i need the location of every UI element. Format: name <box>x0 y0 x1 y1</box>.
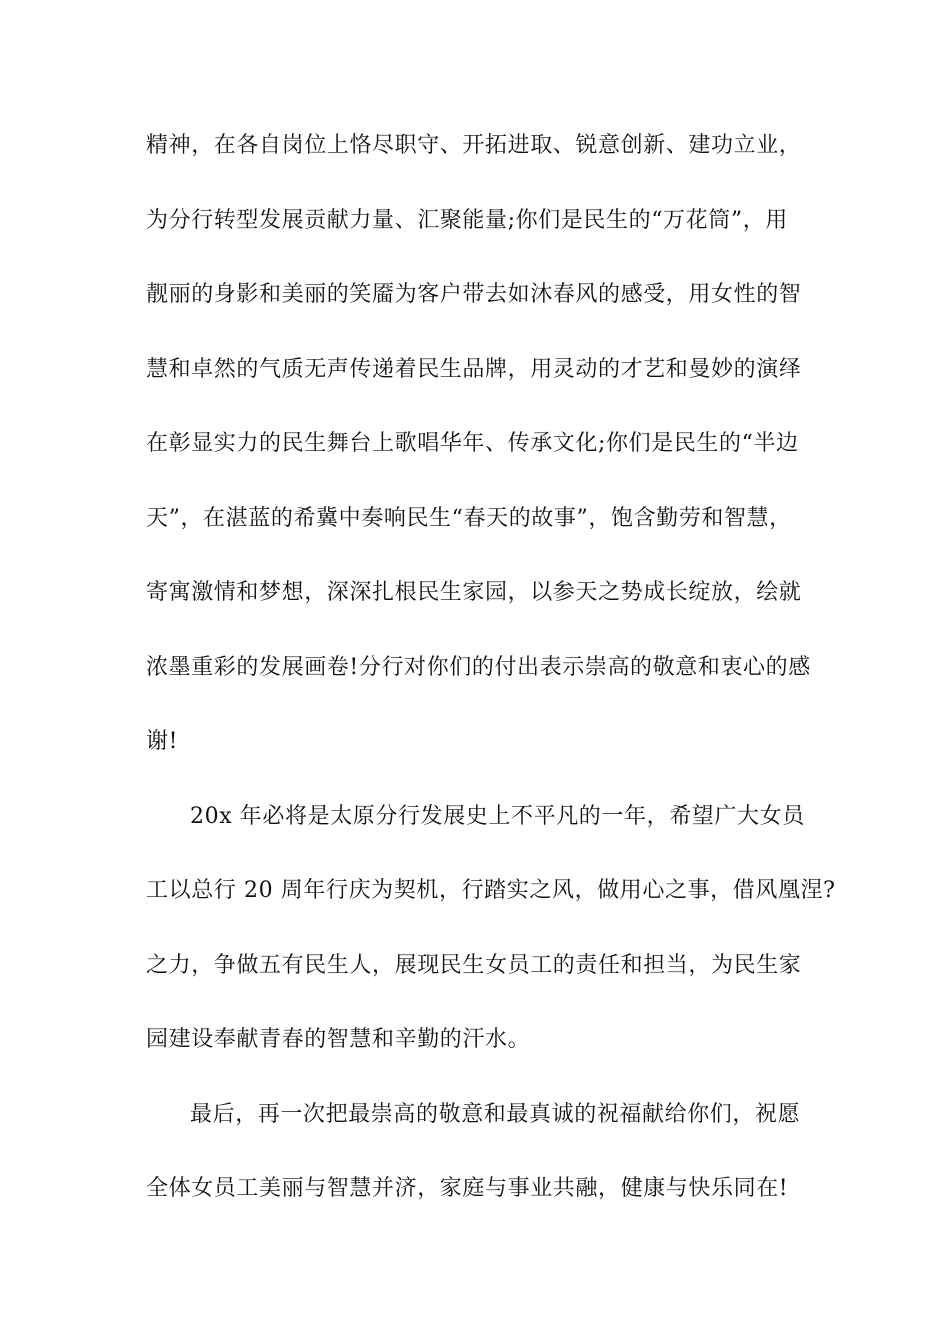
body-text <box>146 128 836 1246</box>
text-line: 园建设奉献青春的智慧和辛勤的汗水。 <box>146 1027 531 1052</box>
text-line: 之力，争做五有民生人，展现民生女员工的责任和担当，为民生家 <box>146 952 802 978</box>
text-line: 在彰显实力的民生舞台上歌唱华年、传承文化;你们是民生的“半边 <box>146 431 799 456</box>
text-line: 为分行转型发展贡献力量、汇聚能量;你们是民生的“万花筒”，用 <box>146 207 788 233</box>
text-line: 全体女员工美丽与智慧并济，家庭与事业共融，健康与快乐同在! <box>146 1176 789 1201</box>
paragraph-start-line: 最后，再一次把最崇高的敬意和最真诚的祝福献给你们，祝愿 <box>190 1101 801 1127</box>
text-line: 寄寓激情和梦想，深深扎根民生家园，以参天之势成长绽放，绘就 <box>146 580 802 605</box>
text-line: 谢! <box>146 729 179 754</box>
text-line: 天”，在湛蓝的希冀中奏响民生“春天的故事”，饱含勤劳和智慧， <box>146 505 792 531</box>
paragraph-start-line: 20x 年必将是太原分行发展史上不平凡的一年，希望广大女员 <box>190 803 805 829</box>
text-line: 工以总行 20 周年行庆为契机，行踏实之风，做用心之事，借风凰涅? <box>146 878 836 903</box>
text-line: 靓丽的身影和美丽的笑靥为客户带去如沐春风的感受，用女性的智 <box>146 282 802 307</box>
text-line: 精神，在各自岗位上恪尽职守、开拓进取、锐意创新、建功立业， <box>146 133 802 158</box>
text-line: 浓墨重彩的发展画卷!分行对你们的付出表示崇高的敬意和衷心的感 <box>146 654 811 680</box>
text-line: 慧和卓然的气质无声传递着民生品牌，用灵动的才艺和曼妙的演绎 <box>146 356 802 382</box>
